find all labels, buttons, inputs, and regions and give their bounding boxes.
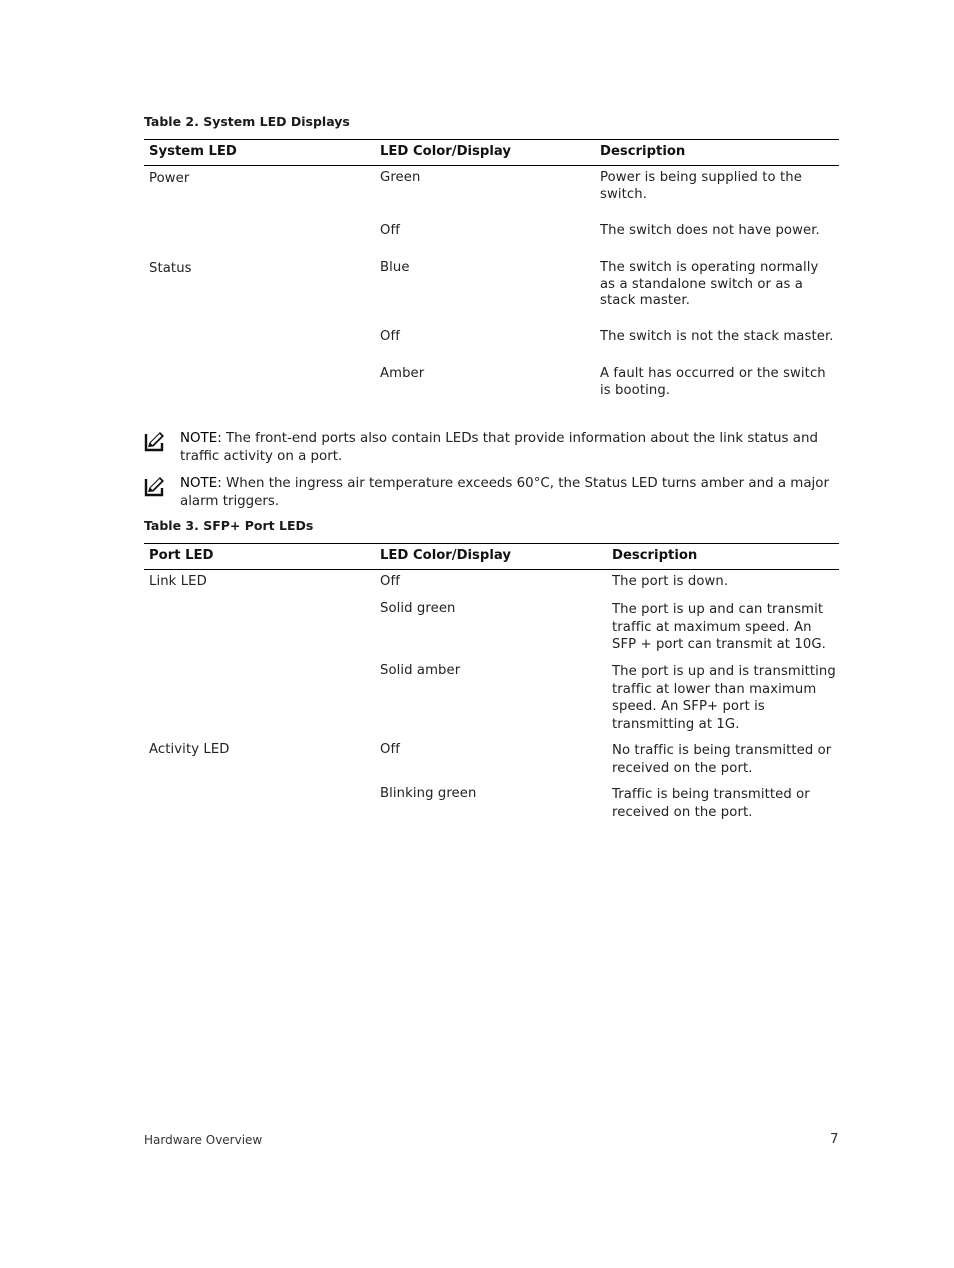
table3-header-description: Description xyxy=(612,548,698,563)
note-pencil-icon xyxy=(144,430,166,452)
table3-row1-led: Link LED xyxy=(149,574,207,589)
table3-header-led: Port LED xyxy=(149,548,214,563)
table3-row4-led: Activity LED xyxy=(149,742,230,757)
table2-row3-color: Blue xyxy=(380,260,410,275)
table3-header-color: LED Color/Display xyxy=(380,548,511,563)
table2-row4-description: The switch is not the stack master. xyxy=(600,329,834,344)
table2-header-color: LED Color/Display xyxy=(380,144,511,159)
table2-row2-color: Off xyxy=(380,223,400,238)
table3-row1-description: The port is down. xyxy=(612,574,729,589)
table3-row5-description: Traffic is being transmitted or received on the port. xyxy=(612,787,810,820)
note-pencil-icon xyxy=(144,475,166,497)
table2-row5-description: A fault has occurred or the switch is booting. xyxy=(600,366,826,398)
table3-row4-color: Off xyxy=(380,742,400,757)
table2-header-row xyxy=(144,139,839,166)
table2-row4-color: Off xyxy=(380,329,400,344)
table3-header-row xyxy=(144,543,839,570)
table3-row2-description: The port is up and can transmit traffic at maximum speed. An SFP + port can transmit at 10G. xyxy=(612,602,826,652)
table3-row3-color: Solid amber xyxy=(380,663,461,678)
table3-row5-color: Blinking green xyxy=(380,786,477,801)
table3 xyxy=(144,543,839,570)
table2 xyxy=(144,139,839,166)
note-1-label: NOTE: xyxy=(180,431,222,446)
table2-row2-description: The switch does not have power. xyxy=(600,223,820,238)
table2-row3-description: The switch is operating normally as a standalone switch or as a stack master. xyxy=(600,260,819,308)
table2-header-description: Description xyxy=(600,144,686,159)
table2-row1-description: Power is being supplied to the switch. xyxy=(600,170,802,202)
table3-row3-description: The port is up and is transmitting traffic at lower than maximum speed. An SFP+ port is transmitting at 1G. xyxy=(612,664,836,732)
footer-section-title: Hardware Overview xyxy=(144,1133,263,1147)
table2-row3-led: Status xyxy=(149,261,192,276)
table2-caption: Table 2. System LED Displays xyxy=(144,114,350,129)
table3-row2-color: Solid green xyxy=(380,601,456,616)
note-2-body: When the ingress air temperature exceeds 60°C, the Status LED turns amber and a major alarm triggers. xyxy=(180,476,829,509)
table2-row1-color: Green xyxy=(380,170,421,185)
table3-caption: Table 3. SFP+ Port LEDs xyxy=(144,518,314,533)
note-2-label: NOTE: xyxy=(180,476,222,491)
footer-page-number: 7 xyxy=(830,1131,839,1147)
note-1-text xyxy=(180,430,830,465)
table2-row5-color: Amber xyxy=(380,366,425,381)
table2-header-led: System LED xyxy=(149,144,237,159)
table2-row1-led: Power xyxy=(149,171,190,186)
note-1-body: The front-end ports also contain LEDs that provide information about the link status and traffic activity on a port. xyxy=(180,431,818,464)
table3-row1-color: Off xyxy=(380,574,400,589)
note-2-text xyxy=(180,475,830,510)
table3-row4-description: No traffic is being transmitted or received on the port. xyxy=(612,743,832,776)
